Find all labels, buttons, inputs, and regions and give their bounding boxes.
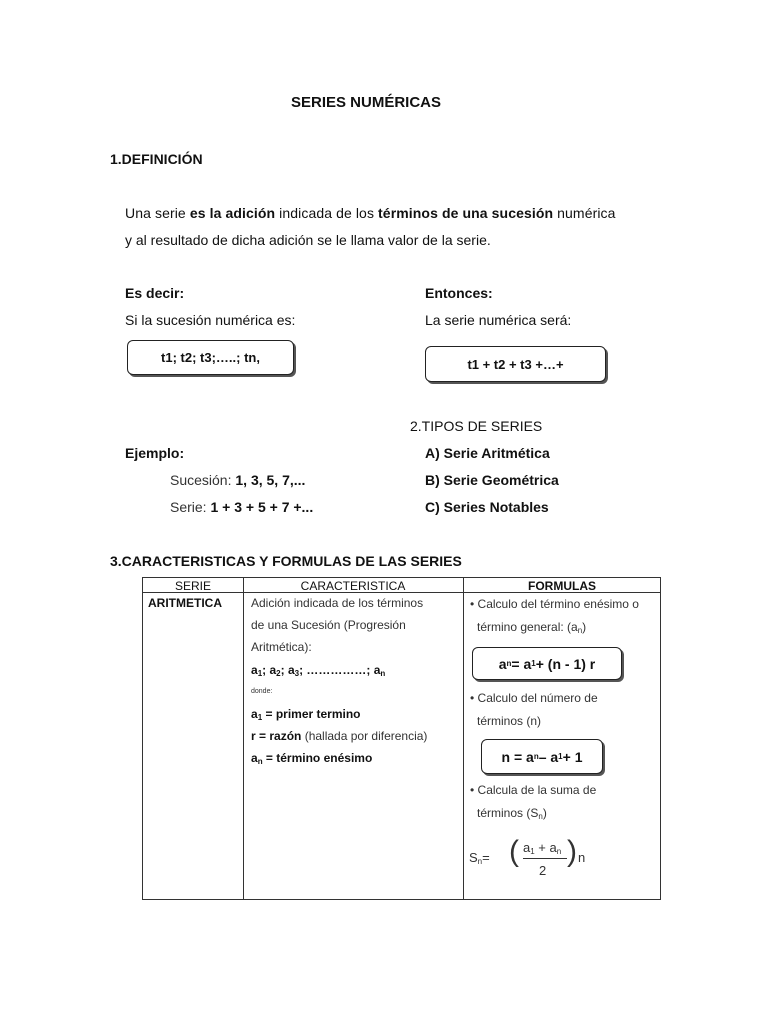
text-run: a bbox=[498, 655, 507, 672]
text-run: ) bbox=[542, 806, 547, 820]
bullet-icon: • bbox=[470, 597, 475, 611]
tipo-label: Serie Geométrica bbox=[443, 472, 559, 488]
text-run: (hallada por diferencia) bbox=[301, 729, 428, 743]
text-run: = a bbox=[511, 655, 532, 672]
subscript: 1 bbox=[531, 659, 536, 668]
header-formulas: FORMULAS bbox=[528, 579, 596, 593]
column-divider bbox=[243, 578, 244, 899]
text-run: ; a bbox=[262, 663, 277, 677]
tipo-letter: A) bbox=[425, 445, 440, 461]
subscript: 1 bbox=[257, 713, 263, 722]
series-table bbox=[142, 577, 661, 900]
header-serie: SERIE bbox=[174, 579, 211, 593]
subscript: n bbox=[506, 659, 512, 668]
text-run: Una serie bbox=[125, 205, 190, 221]
text-run: – a bbox=[538, 748, 559, 765]
example-label: Serie: bbox=[170, 499, 211, 515]
text-run: S bbox=[469, 850, 478, 865]
subscript: n bbox=[380, 669, 386, 678]
subscript: 1 bbox=[530, 847, 535, 856]
es-decir-text: Si la sucesión numérica es: bbox=[125, 312, 296, 328]
subscript: n bbox=[477, 857, 483, 866]
formula-text: Calculo del número de bbox=[477, 691, 598, 705]
text-run: numérica bbox=[553, 205, 616, 221]
fraction-bar bbox=[523, 858, 567, 859]
sum-tail: n bbox=[578, 850, 586, 865]
serie-name: ARITMETICA bbox=[148, 596, 222, 610]
definition-an bbox=[251, 751, 372, 766]
donde-label: donde: bbox=[251, 688, 273, 695]
example-sucesion bbox=[170, 472, 305, 488]
formula-bullet-item bbox=[470, 783, 596, 797]
text-run: = término enésimo bbox=[262, 751, 373, 765]
subscript: 1 bbox=[257, 669, 263, 678]
subscript: n bbox=[533, 752, 539, 761]
text-run-bold: es la adición bbox=[189, 205, 276, 221]
formula-box-n bbox=[481, 739, 603, 774]
entonces-label: Entonces: bbox=[425, 285, 493, 301]
subscript: 2 bbox=[276, 669, 281, 678]
subscript: n bbox=[538, 812, 543, 821]
text-run: ) bbox=[582, 620, 587, 634]
text-run: + 1 bbox=[562, 748, 583, 765]
series-box: t1 + t2 + t3 +…+ bbox=[425, 346, 606, 382]
left-paren: ( bbox=[509, 835, 519, 868]
tipo-letter: C) bbox=[425, 499, 440, 515]
bullet-icon: • bbox=[470, 783, 475, 797]
sum-numerator bbox=[523, 840, 561, 856]
entonces-text: La serie numérica será: bbox=[425, 312, 572, 328]
text-run: términos (S bbox=[477, 806, 539, 820]
subscript: n bbox=[577, 626, 583, 635]
sequence-terms bbox=[251, 663, 385, 678]
text-run: a bbox=[251, 751, 258, 765]
example-serie bbox=[170, 499, 313, 515]
tipo-label: Serie Aritmética bbox=[443, 445, 550, 461]
page-title: SERIES NUMÉRICAS bbox=[291, 94, 442, 111]
text-run: ; a bbox=[280, 663, 295, 677]
subscript: 1 bbox=[558, 752, 563, 761]
ejemplo-label: Ejemplo: bbox=[125, 445, 185, 461]
text-run: = bbox=[482, 850, 490, 865]
caracteristica-line: de una Sucesión (Progresión bbox=[251, 618, 406, 632]
tipo-item-c bbox=[425, 499, 549, 515]
formula-bullet-item bbox=[470, 691, 598, 705]
text-run: ; ……………; a bbox=[299, 663, 381, 677]
tipo-label: Series Notables bbox=[443, 499, 549, 515]
es-decir-label: Es decir: bbox=[125, 285, 185, 301]
section-heading-caracteristicas: 3.CARACTERISTICAS Y FORMULAS DE LAS SERIES bbox=[110, 553, 462, 569]
bullet-icon: • bbox=[470, 691, 475, 705]
text-run: + a bbox=[534, 840, 557, 855]
section-heading-definicion: 1.DEFINICIÓN bbox=[110, 151, 203, 167]
text-run: a bbox=[523, 840, 531, 855]
text-run: a bbox=[251, 663, 258, 677]
text-run-bold: r = razón bbox=[251, 729, 302, 743]
example-value: 1, 3, 5, 7,... bbox=[235, 472, 306, 488]
formula-text-line: términos (n) bbox=[477, 714, 542, 728]
formula-text: Calcula de la suma de bbox=[477, 783, 597, 797]
text-run: indicada de los bbox=[275, 205, 379, 221]
text-run: = primer termino bbox=[262, 707, 361, 721]
definition-paragraph-line2: y al resultado de dicha adición se le llama valor de la serie. bbox=[125, 232, 491, 248]
tipo-letter: B) bbox=[425, 472, 440, 488]
example-label: Sucesión: bbox=[170, 472, 236, 488]
example-value: 1 + 3 + 5 + 7 +... bbox=[210, 499, 314, 515]
right-paren: ) bbox=[567, 835, 577, 868]
definition-a1 bbox=[251, 707, 361, 722]
caracteristica-line: Aritmética): bbox=[251, 640, 312, 654]
caracteristica-line: Adición indicada de los términos bbox=[251, 596, 424, 610]
tipo-item-a bbox=[425, 445, 550, 461]
definition-r bbox=[251, 729, 427, 743]
column-divider bbox=[463, 578, 464, 899]
definition-paragraph-line1 bbox=[125, 205, 616, 221]
text-run: + (n - 1) r bbox=[535, 655, 596, 672]
sequence-box: t1; t2; t3;…..; tn, bbox=[127, 340, 294, 375]
text-run: n = a bbox=[501, 748, 534, 765]
text-run: a bbox=[251, 707, 258, 721]
formula-bullet-item bbox=[470, 597, 639, 611]
sum-denominator: 2 bbox=[539, 863, 547, 878]
subscript: 3 bbox=[294, 669, 300, 678]
subscript: n bbox=[556, 847, 562, 856]
section-heading-tipos: 2.TIPOS DE SERIES bbox=[410, 418, 543, 434]
text-run-bold: términos de una sucesión bbox=[378, 205, 554, 221]
formula-text-line bbox=[477, 620, 586, 635]
sum-lhs bbox=[469, 850, 490, 866]
text-run: término general: (a bbox=[477, 620, 578, 634]
formula-text: Calculo del término enésimo o bbox=[477, 597, 639, 611]
subscript: n bbox=[257, 757, 263, 766]
tipo-item-b bbox=[425, 472, 559, 488]
header-caracteristica: CARACTERISTICA bbox=[300, 579, 406, 593]
formula-text-line bbox=[477, 806, 547, 821]
formula-box-an bbox=[472, 647, 622, 680]
